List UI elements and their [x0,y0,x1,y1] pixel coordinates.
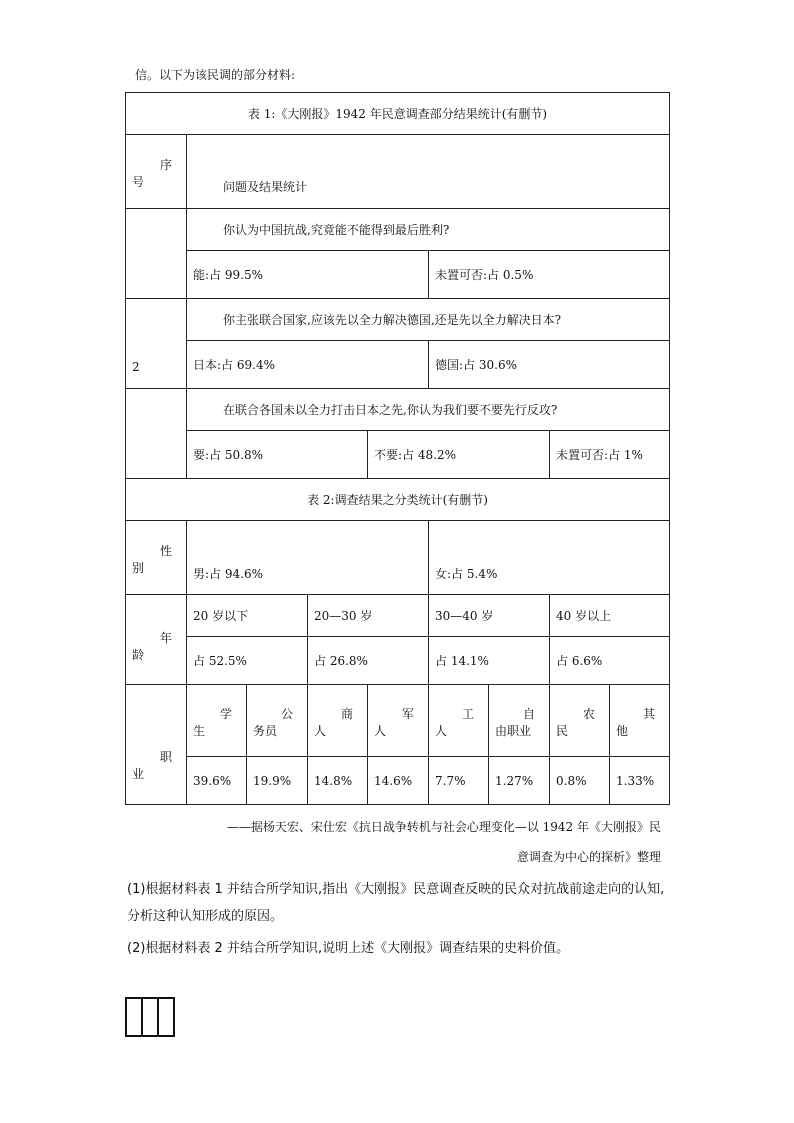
age-label-bottom: 龄 [132,647,145,662]
job-name-top: 自 [522,706,535,721]
index-header-top: 序 [159,157,172,172]
job-name [550,685,610,757]
question-text: 你认为中国抗战,究竟能不能得到最后胜利? [187,209,670,251]
job-value: 1.33% [610,757,670,805]
question-1: (1)根据材料表 1 并结合所学知识,指出《大刚报》民意调查反映的民众对抗战前途走向的认知,分析这种认知形成的原因。 [127,882,665,924]
job-name [368,685,429,757]
job-label [126,685,187,805]
gender-female: 女:占 5.4% [429,521,670,595]
job-name-bottom: 由职业 [495,723,532,738]
age-value: 占 14.1% [429,637,550,685]
job-value: 14.8% [308,757,368,805]
age-group: 20—30 岁 [308,595,429,637]
gender-male: 男:占 94.6% [187,521,429,595]
job-name [429,685,489,757]
job-name-top: 农 [582,706,595,721]
answer-cell: 未置可否:占 1% [550,431,670,479]
row-index [126,209,187,299]
question-header: 问题及结果统计 [187,135,670,209]
job-name-bottom: 人 [314,723,327,738]
age-group: 30—40 岁 [429,595,550,637]
job-name-bottom: 人 [435,723,448,738]
age-value: 占 52.5% [187,637,308,685]
answer-cell: 日本:占 69.4% [187,341,429,389]
job-name-top: 商 [340,706,353,721]
question-text: 你主张联合国家,应该先以全力解决德国,还是先以全力解决日本? [187,299,670,341]
job-name [610,685,670,757]
intro-text: 信。以下为该民调的部分材料: [135,68,296,82]
job-value: 19.9% [247,757,308,805]
job-value: 1.27% [489,757,550,805]
index-header [126,135,187,209]
job-name [308,685,368,757]
job-name [247,685,308,757]
job-label-top: 职 [159,749,172,764]
gender-label [126,521,187,595]
age-value: 占 6.6% [550,637,670,685]
job-name-top: 公 [280,706,293,721]
job-name-top: 工 [461,706,474,721]
row-index: 2 [126,299,187,389]
job-name-top: 军 [401,706,414,721]
job-label-bottom: 业 [132,766,145,781]
job-name-bottom: 他 [616,723,629,738]
job-name-bottom: 生 [193,723,206,738]
job-name-top: 学 [219,706,232,721]
gender-label-bottom: 别 [132,560,145,575]
table2-caption: 表 2:调查结果之分类统计(有删节) [126,479,670,521]
age-group: 20 岁以下 [187,595,308,637]
job-value: 14.6% [368,757,429,805]
survey-table [125,92,670,805]
job-value: 39.6% [187,757,247,805]
job-value: 7.7% [429,757,489,805]
answer-cell: 未置可否:占 0.5% [429,251,670,299]
job-name-bottom: 人 [374,723,387,738]
answer-box [143,999,159,1035]
index-header-bottom: 号 [132,174,145,189]
job-name-bottom: 务员 [253,723,278,738]
answer-boxes [125,997,175,1037]
age-label-top: 年 [159,630,172,645]
job-name [187,685,247,757]
table1-caption: 表 1:《大刚报》1942 年民意调查部分结果统计(有删节) [126,93,670,135]
answer-box [159,999,173,1035]
job-name-top: 其 [643,706,656,721]
answer-cell: 能:占 99.5% [187,251,429,299]
source-citation: ——据杨天宏、宋仕宏《抗日战争转机与社会心理变化—以 1942 年《大刚报》民 [226,820,661,834]
source-citation-cont: 意调查为中心的探析》整理 [516,850,661,864]
job-value: 0.8% [550,757,610,805]
question-text: 在联合各国未以全力打击日本之先,你认为我们要不要先行反攻? [187,389,670,431]
answer-cell: 要:占 50.8% [187,431,368,479]
job-name-bottom: 民 [556,723,569,738]
answer-cell: 不要:占 48.2% [368,431,550,479]
job-name [489,685,550,757]
age-label [126,595,187,685]
age-group: 40 岁以上 [550,595,670,637]
answer-box [127,999,143,1035]
answer-cell: 德国:占 30.6% [429,341,670,389]
row-index [126,389,187,479]
gender-label-top: 性 [159,543,172,558]
age-value: 占 26.8% [308,637,429,685]
question-2: (2)根据材料表 2 并结合所学知识,说明上述《大刚报》调查结果的史料价值。 [127,941,570,956]
